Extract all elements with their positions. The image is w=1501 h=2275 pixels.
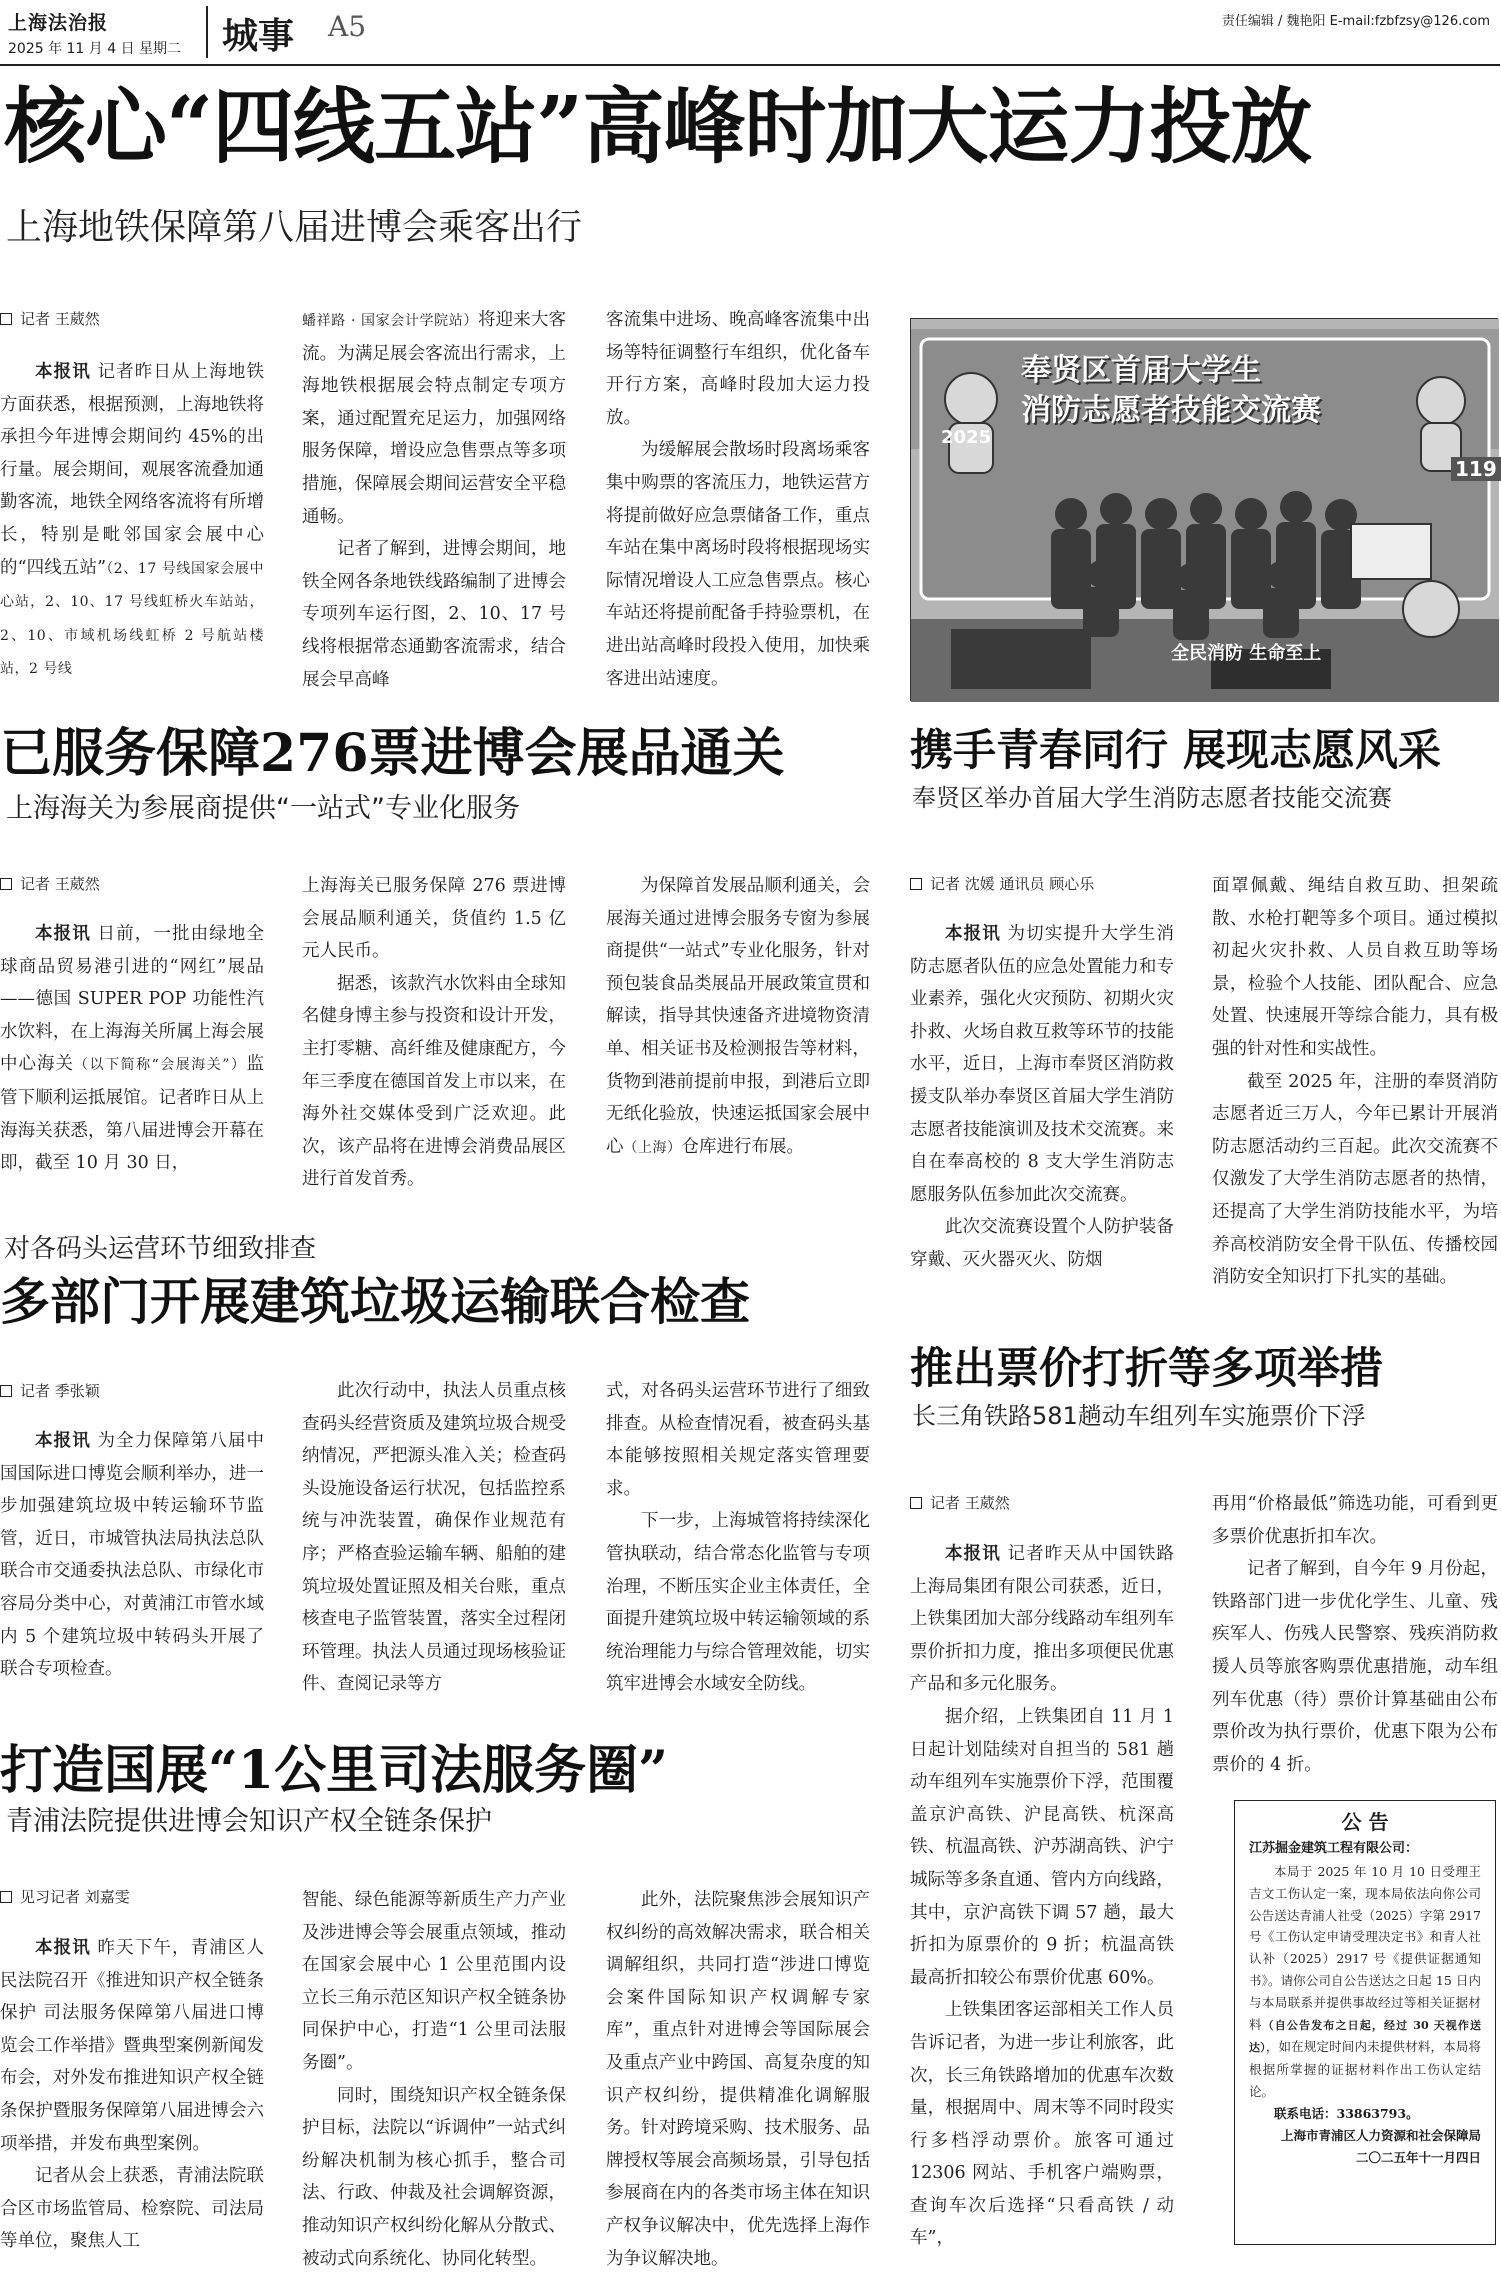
article6-title: 打造国展“1公里司法服务圈” [0, 1740, 669, 1801]
notice-box [1234, 1800, 1496, 2245]
byline-marker-icon [0, 1385, 12, 1397]
article4-title: 多部门开展建筑垃圾运输联合检查 [0, 1272, 750, 1331]
article6-col3: 此外，法院聚焦涉会展知识产权纠纷的高效解决需求，联合相关调解组织，共同打造“涉进口博览会案件国际知识产权调解专家库”，重点针对进博会等国际展会及重点产业中跨国、高复杂度的知识产权纠纷，提供精准化调解服务。针对跨境采购、技术服务、品牌授权等展会高频场景，引导包括参展商在内的各类市场主体在知识产权争议解决中，优先选择上海作为争议解决地。 [606, 1890, 870, 2269]
article5-subtitle: 长三角铁路581趟动车组列车实施票价下浮 [912, 1402, 1366, 1430]
article5-col1: 本报讯 记者昨天从中国铁路上海局集团有限公司获悉，近日，上铁集团加大部分线路动车组列车票价折扣力度，推出多项便民优惠产品和多元化服务。 据介绍，上铁集团自 11 月 1 日起计划陆续对自担当的 581 趟动车组列车实施票价下浮，范围覆盖京沪高铁、沪昆高铁、杭深高铁、杭温高铁、沪苏湖高铁、沪宁城际等多条直通、管内方向线路，其中，京沪高铁下调 57 趟，最大折扣为原票价的 9 折；杭温高铁最高折扣较公布票价优惠 60%。 上铁集团客运部相关工作人员告诉记者，为进一步让利旅客，此次，长三角铁路增加的优惠车次数量，根据周中、周末等不同时段实行多档浮动票价。旅客可通过 12306 网站、手机客户端购票，查询车次后选择“只看高铁 / 动车”， [910, 1544, 1174, 2249]
article4-byline: 记者 季张颖 [0, 1380, 100, 1401]
article6-col1: 本报讯 昨天下午，青浦区人民法院召开《推进知识产权全链条保护 司法服务保障第八届进口博览会工作举措》暨典型案例新闻发布会，对外发布推进知识产权全链条保护暨服务保障第八届进博会六项举措，并发布典型案例。 记者从会上获悉，青浦法院联合区市场监管局、检察院、司法局等单位，聚焦人工 [0, 1938, 264, 2252]
article4-col2: 此次行动中，执法人员重点核查码头经营资质及建筑垃圾合规受纳情况，严把源头准入关；检查码头设施设备运行状况，包括监控系统与冲洗装置，确保作业规范有序；严格查验运输车辆、船舶的建筑垃圾处置证照及相关台账，重点核查电子监管装置，落实全过程闭环管理。执法人员通过现场核验证件、查阅记录等方 [302, 1381, 566, 1695]
article6-col2: 智能、绿色能源等新质生产力产业及涉进博会等会展重点领域，推动在国家会展中心 1 公里范围内设立长三角示范区知识产权全链条协同保护中心，打造“1 公里司法服务圈”。 同时，围绕知识产权全链条保护目标，法院以“诉调仲”一站式纠纷解决机制为核心抓手，整合司法、行政、仲裁及社会调解资源，推动知识产权纠纷化解从分散式、被动式向系统化、协同化转型。 [302, 1890, 566, 2269]
photo-badge-text: 全民消防 生命至上 [1171, 643, 1322, 664]
article5-col2: 再用“价格最低”筛选功能，可看到更多票价优惠折扣车次。 记者了解到，自今年 9 月份起，铁路部门进一步优化学生、儿童、残疾军人、伤残人民警察、残疾消防救援人员等旅客购票优惠措施，动车组列车优惠（待）票价计算基础由公布票价改为执行票价，优惠下限为公布票价的 4 折。 [1212, 1494, 1498, 1775]
article2-subtitle: 上海海关为参展商提供“一站式”专业化服务 [6, 793, 520, 824]
notice-title: 公 告 [1341, 1810, 1389, 1834]
date-line: 2025 年 11 月 4 日 星期二 [8, 41, 182, 57]
article1-title: 核心“四线五站”高峰时加大运力投放 [4, 79, 1312, 175]
article6-byline: 见习记者 刘嘉雯 [0, 1886, 130, 1907]
byline-marker-icon [0, 313, 12, 325]
masthead-rule [0, 64, 1500, 66]
notice-date: 二〇二五年十一月四日 [1355, 2149, 1481, 2165]
event-photo [910, 318, 1498, 701]
masthead-divider [206, 6, 208, 58]
photo-year-badge: 2025 [941, 427, 992, 448]
article1-col1: 本报讯 记者昨日从上海地铁方面获悉，根据预测，上海地铁将承担今年进博会期间约 45%的出行量。展会期间，观展客流叠加通勤客流，地铁全网络客流将有所增长，特别是毗邻国家会展中心的“四线五站”（2、17 号线国家会展中心站，2、10、17 号线虹桥火车站站，2、10、市域机场线虹桥 2 号航站楼站，2 号线 [0, 362, 264, 678]
notice-issuer: 上海市青浦区人力资源和社会保障局 [1280, 2127, 1481, 2143]
article1-byline: 记者 王葳然 [0, 308, 100, 329]
article1-subtitle: 上海地铁保障第八届进博会乘客出行 [6, 207, 583, 248]
byline-marker-icon [910, 1497, 922, 1509]
section-name: 城事 [222, 16, 295, 57]
notice-phone: 联系电话：33863793。 [1274, 2105, 1419, 2121]
photo-banner-line1: 奉贤区首届大学生 [1021, 353, 1261, 388]
byline-marker-icon [0, 878, 12, 890]
article2-byline: 记者 王葳然 [0, 873, 100, 894]
article5-byline: 记者 王葳然 [910, 1492, 1010, 1513]
article4-col3: 式，对各码头运营环节进行了细致排查。从检查情况看，被查码头基本能够按照相关规定落实管理要求。 下一步，上海城管将持续深化管执联动，结合常态化监管与专项治理，不断压实企业主体责任，全面提升建筑垃圾中转运输领域的系统治理能力与综合管理效能，切实筑牢进博会水域安全防线。 [606, 1381, 870, 1695]
article5-title: 推出票价打折等多项举措 [910, 1344, 1383, 1394]
article6-subtitle: 青浦法院提供进博会知识产权全链条保护 [6, 1806, 492, 1837]
article4-kicker: 对各码头运营环节细致排查 [4, 1234, 317, 1264]
article3-title: 携手青春同行 展现志愿风采 [910, 726, 1441, 776]
notice-body: 本局于 2025 年 10 月 10 日受理王吉文工伤认定一案，现本局依法向你公司公告送达青浦人社受（2025）字第 2917 号《工伤认定申请受理决定书》和青人社认补（2025）2917 号《提供证据通知书》。请你公司自公告送达之日起 15 日内与本局联系并提供事故经过等相关证据材料（自公告发布之日起，经过 30 天视作送达），如在规定时间内未提供材料，本局将根据所掌握的证据材料作出工伤认定结论。 [1249, 1864, 1481, 2099]
article2-col3: 为保障首发展品顺利通关，会展海关通过进博会服务专窗为参展商提供“一站式”专业化服务，针对预包装食品类展品开展政策宣贯和解读，指导其快速备齐进境物资清单、相关证书及检测报告等材料，货物到港前提前申报，到港后立即无纸化验放，快速运抵国家会展中心（上海）仓库进行布展。 [606, 876, 870, 1157]
article3-col1: 本报讯 为切实提升大学生消防志愿者队伍的应急处置能力和专业素养，强化火灾预防、初期火灾扑救、火场自救互救等环节的技能水平，近日，上海市奉贤区消防救援支队举办奉贤区首届大学生消防志愿者技能演训及技术交流赛。来自在奉高校的 8 支大学生消防志愿服务队伍参加此次交流赛。 此次交流赛设置个人防护装备穿戴、灭火器灭火、防烟 [910, 924, 1174, 1270]
byline-marker-icon [0, 1891, 12, 1903]
article2-col1: 本报讯 日前，一批由绿地全球商品贸易港引进的“网红”展品——德国 SUPER POP 功能性汽水饮料，在上海海关所属上海会展中心海关（以下简称“会展海关”）监管下顺利运抵展馆。记者昨日从上海海关获悉，第八届进博会开幕在即，截至 10 月 30 日， [0, 924, 264, 1174]
article2-col2: 上海海关已服务保障 276 票进博会展品顺利通关，货值约 1.5 亿元人民币。 据悉，该款汽水饮料由全球知名健身博主参与投资和设计开发，主打零糖、高纤维及健康配方，今年三季度在德国首发上市以来，在海外社交媒体受到广泛欢迎。此次，该产品将在进博会消费品展区进行首发首秀。 [302, 876, 566, 1190]
photo-119-sign: 119 [1451, 457, 1501, 481]
article3-col2: 面罩佩戴、绳结自救互助、担架疏散、水枪打靶等多个项目。通过模拟初起火灾扑救、人员自救互助等场景，检验个人技能、团队配合、应急处置、快速展开等综合能力，具有极强的针对性和实战性。 截至 2025 年，注册的奉贤消防志愿者近三万人，今年已累计开展消防志愿活动约三百起。此次交流赛不仅激发了大学生消防志愿者的热情，还提高了大学生消防技能水平，为培养高校消防安全骨干队伍、传播校园消防安全知识打下扎实的基础。 [1212, 876, 1498, 1288]
masthead [0, 0, 1500, 64]
byline-marker-icon [910, 878, 922, 890]
editor-line: 责任编辑 / 魏艳阳 E-mail:fzbfzsy@126.com [1221, 14, 1490, 29]
photo-banner-line2: 消防志愿者技能交流赛 [1021, 393, 1321, 428]
article3-subtitle: 奉贤区举办首届大学生消防志愿者技能交流赛 [912, 784, 1392, 812]
article1-col3: 客流集中进场、晚高峰客流集中出场等特征调整行车组织，优化备车开行方案，高峰时段加大运力投放。 为缓解展会散场时段离场乘客集中购票的客流压力，地铁运营方将提前做好应急票储备工作，重点车站在集中离场时段将根据现场实际情况增设人工应急售票点。核心车站还将提前配备手持验票机，在进出站高峰时段投入使用，加快乘客进出站速度。 [606, 310, 870, 689]
article3-byline: 记者 沈媛 通讯员 顾心乐 [910, 873, 1094, 894]
page-number: A5 [328, 10, 367, 43]
article2-title: 已服务保障276票进博会展品通关 [0, 723, 785, 784]
article1-col2: 蟠祥路 · 国家会计学院站）将迎来大客流。为满足展会客流出行需求，上海地铁根据展会特点制定专项方案，通过配置充足运力，加强网络服务保障，增设应急售票点等多项措施，保障展会期间运营安全平稳通畅。 记者了解到，进博会期间，地铁全网各条地铁线路编制了进博会专项列车运行图，2、10、17 号线将根据常态通勤客流需求，结合展会早高峰 [302, 310, 567, 690]
paper-name: 上海法治报 [8, 12, 109, 34]
article4-col1: 本报讯 为全力保障第八届中国国际进口博览会顺利举办，进一步加强建筑垃圾中转运输环节监管，近日，市城管执法局执法总队联合市交通委执法总队、市绿化市容局分类中心，对黄浦江市管水域内 5 个建筑垃圾中转码头开展了联合专项检查。 [0, 1431, 264, 1680]
notice-addressee: 江苏掘金建筑工程有限公司： [1249, 1841, 1419, 1856]
